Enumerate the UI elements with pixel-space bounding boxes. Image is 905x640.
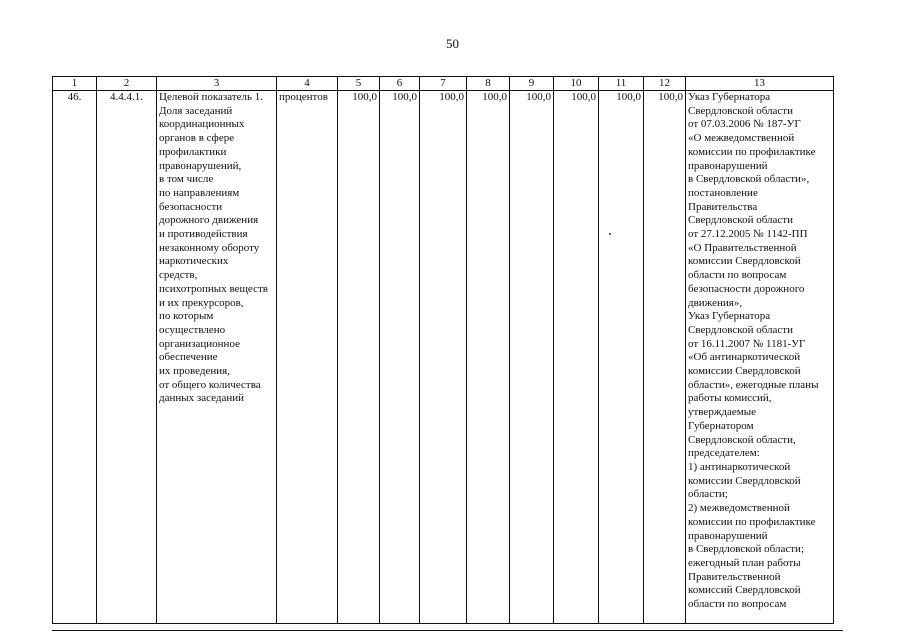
- text-line: Свердловской области,: [688, 433, 796, 446]
- text-line: обеспечение: [159, 351, 218, 364]
- row-number-cell: 46.: [53, 91, 97, 624]
- text-line: правонарушений: [688, 159, 768, 172]
- unit-cell: процентов: [277, 91, 338, 624]
- text-line: правонарушений: [688, 529, 768, 542]
- column-header: 8: [467, 77, 510, 91]
- text-line: председателем:: [688, 447, 760, 460]
- text-line: от 27.12.2005 № 1142-ПП: [688, 228, 808, 241]
- text-line: средств,: [159, 269, 198, 282]
- text-line: постановление: [688, 186, 758, 199]
- value-cell: 100,0: [467, 91, 510, 624]
- text-line: правонарушений,: [159, 159, 242, 172]
- text-line: органов в сфере: [159, 132, 235, 145]
- text-line: в Свердловской области;: [688, 543, 804, 556]
- text-line: Свердловской области: [688, 323, 793, 336]
- text-line: Правительственной: [688, 570, 781, 583]
- value-cell: 100,0: [644, 91, 686, 624]
- text-line: Доля заседаний: [159, 104, 233, 117]
- column-header: 11: [599, 77, 644, 91]
- text-line: области по вопросам: [688, 269, 787, 282]
- table-header-row: [53, 77, 834, 91]
- text-line: координационных: [159, 118, 245, 131]
- column-header: 1: [53, 77, 97, 91]
- text-line: комиссий Свердловской: [688, 584, 801, 597]
- text-line: осуществлено: [159, 323, 226, 336]
- text-line: Указ Губернатора: [688, 91, 771, 103]
- value-cell: 100,0: [380, 91, 420, 624]
- text-line: Указ Губернатора: [688, 310, 771, 323]
- page-bottom-rule: [52, 630, 843, 631]
- text-line: безопасности: [159, 200, 223, 213]
- text-line: от 07.03.2006 № 187-УГ: [688, 118, 801, 131]
- value-cell: 100,0: [338, 91, 380, 624]
- row-code-cell: 4.4.4.1.: [97, 91, 157, 624]
- text-line: комиссии Свердловской: [688, 474, 801, 487]
- text-line: комиссии по профилактике: [688, 515, 816, 528]
- scan-speck: [609, 233, 611, 235]
- text-line: 1) антинаркотической: [688, 460, 791, 473]
- text-line: наркотических: [159, 255, 229, 268]
- value-cell: 100,0: [420, 91, 467, 624]
- value-cell: 100,0: [599, 91, 644, 624]
- text-line: ежегодный план работы: [688, 556, 801, 569]
- text-line: 2) межведомственной: [688, 502, 790, 515]
- text-line: организационное: [159, 337, 240, 350]
- text-line: и противодействия: [159, 228, 248, 241]
- text-line: дорожного движения: [159, 214, 259, 227]
- text-line: комиссии по профилактике: [688, 145, 816, 158]
- text-line: «Об антинаркотической: [688, 351, 801, 364]
- value-cell: 100,0: [510, 91, 554, 624]
- text-line: от 16.11.2007 № 1181-УГ: [688, 337, 806, 350]
- text-line: области;: [688, 488, 728, 501]
- column-header: 12: [644, 77, 686, 91]
- column-header: 3: [157, 77, 277, 91]
- text-line: области по вопросам: [688, 598, 787, 611]
- text-line: движения»,: [688, 296, 743, 309]
- text-line: Свердловской области: [688, 214, 793, 227]
- text-line: комиссии Свердловской: [688, 255, 801, 268]
- text-line: «О Правительственной: [688, 241, 797, 254]
- column-header: 10: [554, 77, 599, 91]
- text-line: утверждаемые: [688, 406, 757, 419]
- text-line: области», ежегодные планы: [688, 378, 819, 391]
- page-number: 50: [446, 36, 459, 51]
- text-line: по направлениям: [159, 186, 240, 199]
- text-line: Целевой показатель 1.: [159, 91, 264, 103]
- column-header: 5: [338, 77, 380, 91]
- text-line: их проведения,: [159, 365, 230, 378]
- column-header: 7: [420, 77, 467, 91]
- text-line: комиссии Свердловской: [688, 365, 801, 378]
- text-line: профилактики: [159, 145, 227, 158]
- text-line: Правительства: [688, 200, 758, 213]
- indicator-name-cell: [157, 91, 277, 624]
- column-header: 2: [97, 77, 157, 91]
- column-header: 6: [380, 77, 420, 91]
- column-header: 13: [686, 77, 834, 91]
- text-line: психотропных веществ: [159, 282, 268, 295]
- value-cell: 100,0: [554, 91, 599, 624]
- text-line: данных заседаний: [159, 392, 245, 405]
- text-line: незаконному обороту: [159, 241, 260, 254]
- text-line: Губернатором: [688, 419, 754, 432]
- text-line: работы комиссий,: [688, 392, 772, 405]
- text-line: и их прекурсоров,: [159, 296, 244, 309]
- column-header: 9: [510, 77, 554, 91]
- text-line: в том числе: [159, 173, 214, 186]
- source-documents-cell: [686, 91, 834, 624]
- column-header: 4: [277, 77, 338, 91]
- text-line: по которым: [159, 310, 214, 323]
- text-line: «О межведомственной: [688, 132, 795, 145]
- indicators-table: [52, 76, 834, 624]
- text-line: от общего количества: [159, 378, 261, 391]
- text-line: Свердловской области: [688, 104, 793, 117]
- text-line: безопасности дорожного: [688, 282, 805, 295]
- text-line: в Свердловской области»,: [688, 173, 810, 186]
- table-row: [53, 91, 834, 624]
